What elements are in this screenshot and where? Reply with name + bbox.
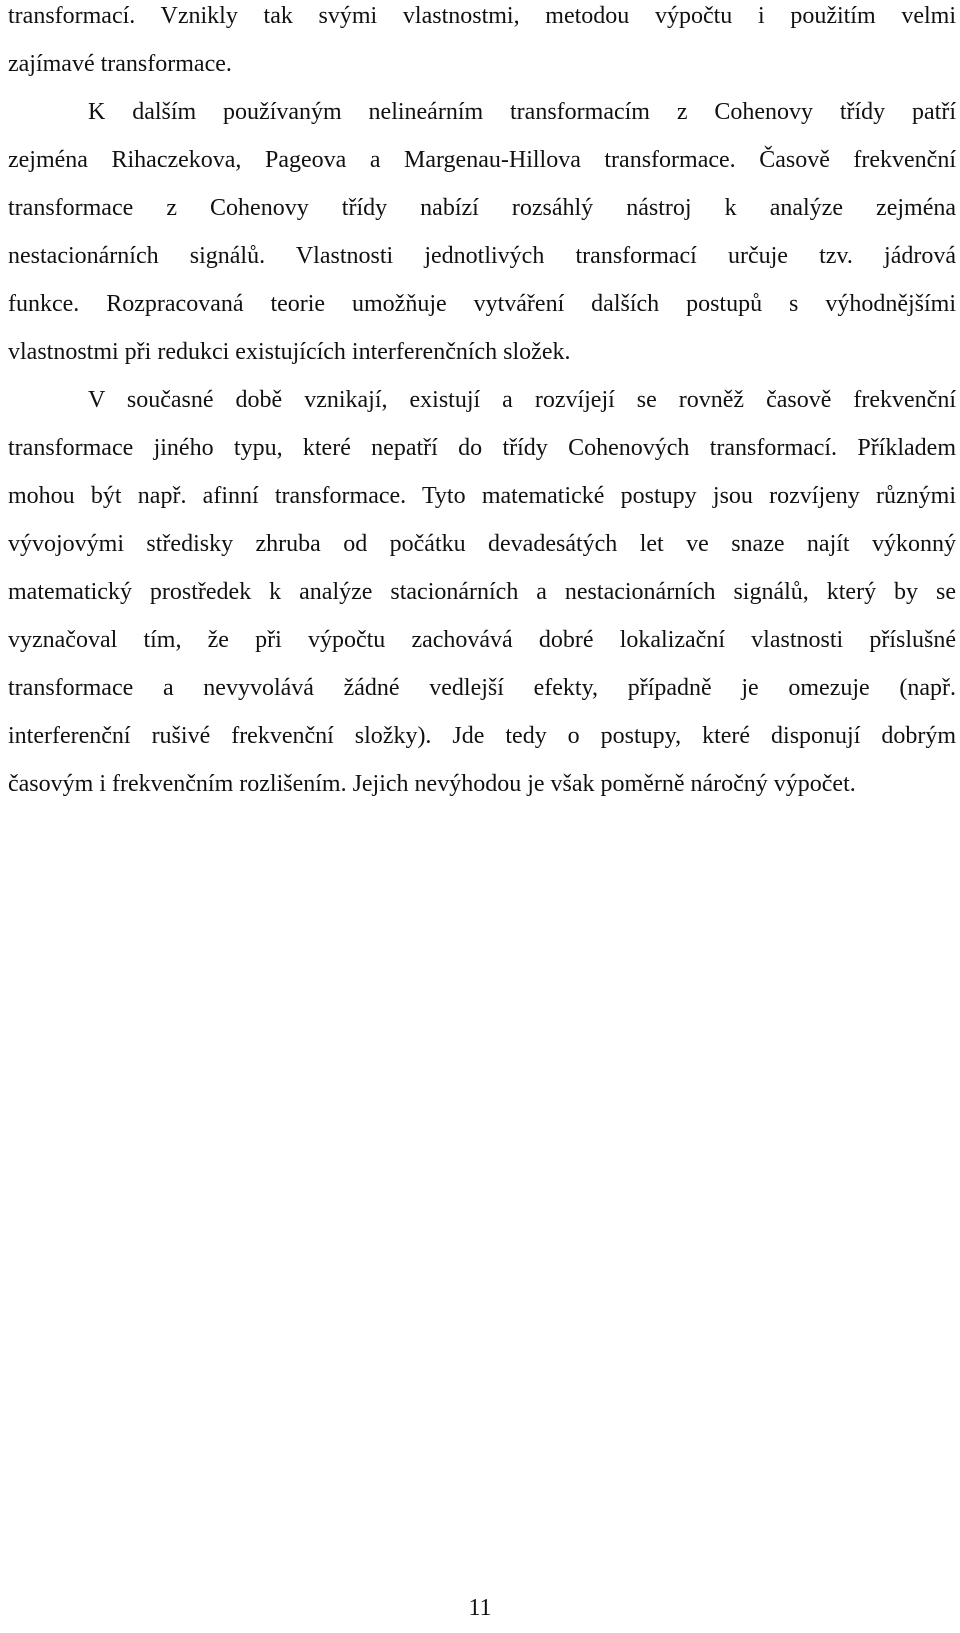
text-line: matematický prostředek k analýze stacionárních a nestacionárních signálů, který by se — [8, 579, 956, 605]
text-line: K dalším používaným nelineárním transformacím z Cohenovy třídy patří — [88, 99, 956, 125]
text-line: vývojovými středisky zhruba od počátku devadesátých let ve snaze najít výkonný — [8, 531, 956, 557]
text-line: zejména Rihaczekova, Pageova a Margenau-Hillova transformace. Časově frekvenční — [8, 147, 956, 173]
text-line: zajímavé transformace. — [8, 51, 232, 77]
text-line: funkce. Rozpracovaná teorie umožňuje vytváření dalších postupů s výhodnějšími — [8, 291, 956, 317]
text-line: vlastnostmi při redukci existujících interferenčních složek. — [8, 339, 571, 365]
text-line: transformace jiného typu, které nepatří do třídy Cohenových transformací. Příkladem — [8, 435, 956, 461]
text-line: transformací. Vznikly tak svými vlastnostmi, metodou výpočtu i použitím velmi — [8, 3, 956, 29]
page-number: 11 — [468, 1595, 492, 1621]
text-line: mohou být např. afinní transformace. Tyto matematické postupy jsou rozvíjeny různými — [8, 483, 956, 509]
text-line: nestacionárních signálů. Vlastnosti jednotlivých transformací určuje tzv. jádrová — [8, 243, 956, 269]
text-line: vyznačoval tím, že při výpočtu zachovává dobré lokalizační vlastnosti příslušné — [8, 627, 956, 653]
text-line: V současné době vznikají, existují a rozvíjejí se rovněž časově frekvenční — [88, 387, 956, 413]
paragraph-2 — [8, 96, 956, 384]
text-line: transformace a nevyvolává žádné vedlejší efekty, případně je omezuje (např. — [8, 675, 956, 701]
text-line: časovým i frekvenčním rozlišením. Jejich nevýhodou je však poměrně náročný výpočet. — [8, 771, 856, 797]
text-line: transformace z Cohenovy třídy nabízí rozsáhlý nástroj k analýze zejména — [8, 195, 956, 221]
text-line: interferenční rušivé frekvenční složky). Jde tedy o postupy, které disponují dobrým — [8, 723, 956, 749]
document-page — [8, 0, 956, 816]
paragraph-1 — [8, 0, 956, 96]
paragraph-3 — [8, 384, 956, 816]
